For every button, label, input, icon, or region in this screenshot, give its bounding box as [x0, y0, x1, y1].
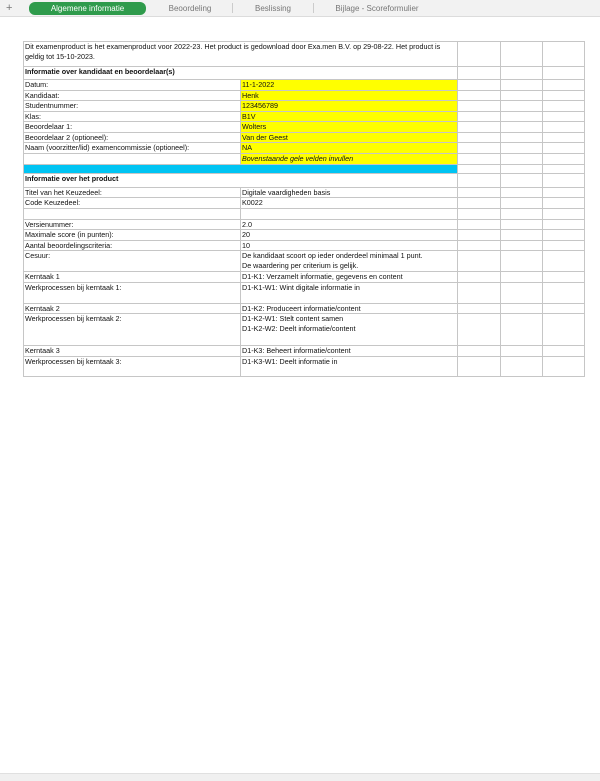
maximale-score-value[interactable]: 20	[241, 230, 458, 241]
empty-cell[interactable]	[458, 42, 501, 67]
empty-cell[interactable]	[501, 251, 543, 272]
werkprocessen3-label[interactable]: Werkprocessen bij kerntaak 3:	[24, 356, 241, 376]
beoordelaar2-label[interactable]: Beoordelaar 2 (optioneel):	[24, 132, 241, 143]
empty-cell[interactable]	[543, 42, 585, 67]
empty-cell[interactable]	[501, 187, 543, 198]
table-row	[24, 122, 585, 133]
empty-cell[interactable]	[543, 80, 585, 91]
code-keuzedeel-label[interactable]: Code Keuzedeel:	[24, 198, 241, 209]
empty-cell[interactable]	[501, 42, 543, 67]
titel-keuzedeel-label[interactable]: Titel van het Keuzedeel:	[24, 187, 241, 198]
empty-cell[interactable]	[501, 208, 543, 219]
cesuur-line-2: De waardering per criterium is gelijk.	[242, 260, 359, 270]
empty-cell[interactable]	[458, 164, 501, 173]
tab-beslissing[interactable]: Beslissing	[254, 4, 291, 13]
empty-cell[interactable]	[458, 173, 501, 187]
kandidaat-value[interactable]: Henk	[241, 90, 458, 101]
empty-cell[interactable]	[543, 251, 585, 272]
empty-cell[interactable]	[501, 153, 543, 164]
empty-cell[interactable]	[543, 153, 585, 164]
empty-cell[interactable]	[458, 272, 501, 283]
studentnummer-label[interactable]: Studentnummer:	[24, 101, 241, 112]
cesuur-value[interactable]	[241, 251, 458, 272]
empty-cell[interactable]	[501, 314, 543, 346]
empty-cell[interactable]	[458, 122, 501, 133]
empty-cell[interactable]	[501, 282, 543, 303]
werkprocessen1-value[interactable]: D1-K1-W1: Wint digitale informatie in	[241, 282, 458, 303]
maximale-score-label[interactable]: Maximale score (in punten):	[24, 230, 241, 241]
empty-cell[interactable]	[501, 303, 543, 314]
empty-cell[interactable]	[543, 356, 585, 376]
tab-divider	[313, 3, 314, 13]
empty-cell[interactable]	[458, 198, 501, 209]
tab-algemene-informatie[interactable]: Algemene informatie	[29, 2, 146, 15]
empty-cell[interactable]	[501, 230, 543, 241]
worksheet-grid	[23, 41, 585, 377]
separator-row	[24, 164, 585, 173]
empty-cell[interactable]	[543, 164, 585, 173]
empty-cell[interactable]	[543, 90, 585, 101]
empty-cell[interactable]	[543, 173, 585, 187]
empty-cell[interactable]	[501, 346, 543, 357]
empty-cell[interactable]	[543, 272, 585, 283]
empty-cell[interactable]	[543, 230, 585, 241]
table-row	[24, 208, 585, 219]
table-row	[24, 198, 585, 209]
examencommissie-label[interactable]: Naam (voorzitter/lid) examencommissie (optioneel):	[24, 143, 241, 154]
empty-cell[interactable]	[458, 90, 501, 101]
empty-cell[interactable]	[458, 80, 501, 91]
werkproces-2-1: D1-K2-W1: Stelt content samen	[242, 314, 344, 323]
versienummer-value[interactable]: 2.0	[241, 219, 458, 230]
empty-cell[interactable]	[24, 208, 241, 219]
empty-cell[interactable]	[458, 143, 501, 154]
titel-keuzedeel-value[interactable]: Digitale vaardigheden basis	[241, 187, 458, 198]
studentnummer-value[interactable]: 123456789	[241, 101, 458, 112]
empty-cell[interactable]	[501, 132, 543, 143]
cesuur-line-1: De kandidaat scoort op ieder onderdeel minimaal 1 punt.	[242, 251, 423, 260]
werkprocessen3-value[interactable]: D1-K3-W1: Deelt informatie in	[241, 356, 458, 376]
beoordelaar1-value[interactable]: Wolters	[241, 122, 458, 133]
table-row	[24, 143, 585, 154]
table-row	[24, 173, 585, 187]
table-row	[24, 42, 585, 67]
table-row	[24, 282, 585, 303]
empty-cell[interactable]	[458, 240, 501, 251]
empty-cell[interactable]	[501, 272, 543, 283]
examencommissie-value[interactable]: NA	[241, 143, 458, 154]
empty-cell[interactable]	[543, 282, 585, 303]
empty-cell[interactable]	[543, 314, 585, 346]
empty-cell[interactable]	[501, 80, 543, 91]
empty-cell[interactable]	[501, 143, 543, 154]
empty-cell[interactable]	[458, 230, 501, 241]
empty-cell[interactable]	[501, 219, 543, 230]
cesuur-label[interactable]: Cesuur:	[24, 251, 241, 272]
werkprocessen1-label[interactable]: Werkprocessen bij kerntaak 1:	[24, 282, 241, 303]
empty-cell[interactable]	[458, 219, 501, 230]
empty-cell[interactable]	[501, 90, 543, 101]
empty-cell[interactable]	[543, 219, 585, 230]
empty-cell[interactable]	[501, 356, 543, 376]
datum-value[interactable]: 11-1-2022	[241, 80, 458, 91]
empty-cell[interactable]	[543, 198, 585, 209]
empty-cell[interactable]	[458, 314, 501, 346]
intro-cell[interactable]: Dit examenproduct is het examenproduct voor 2022-23. Het product is gedownload door Exa.men B.V. op 29-08-22. Het product is geldig tot 15-10-2023.	[24, 42, 458, 67]
kerntaak2-label[interactable]: Kerntaak 2	[24, 303, 241, 314]
table-row	[24, 101, 585, 112]
table-row	[24, 111, 585, 122]
table-row	[24, 67, 585, 80]
empty-cell[interactable]	[458, 208, 501, 219]
empty-cell[interactable]	[458, 282, 501, 303]
table-row	[24, 346, 585, 357]
klas-value[interactable]: B1V	[241, 111, 458, 122]
tab-beoordeling[interactable]: Beoordeling	[168, 4, 212, 13]
empty-cell[interactable]	[458, 153, 501, 164]
empty-cell[interactable]	[24, 153, 241, 164]
table-row	[24, 251, 585, 272]
table-row	[24, 132, 585, 143]
empty-cell[interactable]	[543, 187, 585, 198]
code-keuzedeel-value[interactable]: K0022	[241, 198, 458, 209]
table-row	[24, 219, 585, 230]
sheet-tab-bar	[0, 0, 600, 17]
empty-cell[interactable]	[458, 303, 501, 314]
table-row	[24, 356, 585, 376]
empty-cell[interactable]	[501, 101, 543, 112]
empty-cell[interactable]	[543, 303, 585, 314]
kerntaak1-label[interactable]: Kerntaak 1	[24, 272, 241, 283]
tab-bijlage-scoreformulier[interactable]: Bijlage - Scoreformulier	[335, 4, 419, 13]
kerntaak3-label[interactable]: Kerntaak 3	[24, 346, 241, 357]
empty-cell[interactable]	[501, 240, 543, 251]
werkprocessen2-value[interactable]	[241, 314, 458, 346]
beoordelaar1-label[interactable]: Beoordelaar 1:	[24, 122, 241, 133]
empty-cell[interactable]	[543, 208, 585, 219]
empty-cell[interactable]	[458, 67, 501, 80]
empty-cell[interactable]	[543, 101, 585, 112]
table-row	[24, 80, 585, 91]
beoordelaar2-value[interactable]: Van der Geest	[241, 132, 458, 143]
empty-cell[interactable]	[543, 111, 585, 122]
beoordelingscriteria-value[interactable]: 10	[241, 240, 458, 251]
empty-cell[interactable]	[543, 346, 585, 357]
table-row	[24, 230, 585, 241]
empty-cell[interactable]	[543, 67, 585, 80]
tab-divider	[232, 3, 233, 13]
datum-label[interactable]: Datum:	[24, 80, 241, 91]
empty-cell[interactable]	[458, 101, 501, 112]
beoordelingscriteria-label[interactable]: Aantal beoordelingscriteria:	[24, 240, 241, 251]
table-row	[24, 240, 585, 251]
yellow-fields-note[interactable]: Bovenstaande gele velden invullen	[241, 153, 458, 164]
empty-cell[interactable]	[543, 143, 585, 154]
cyan-separator-bar[interactable]	[24, 164, 458, 173]
table-row	[24, 187, 585, 198]
klas-label[interactable]: Klas:	[24, 111, 241, 122]
table-row	[24, 272, 585, 283]
empty-cell[interactable]	[501, 111, 543, 122]
empty-cell[interactable]	[458, 251, 501, 272]
empty-cell[interactable]	[458, 356, 501, 376]
versienummer-label[interactable]: Versienummer:	[24, 219, 241, 230]
werkprocessen2-label[interactable]: Werkprocessen bij kerntaak 2:	[24, 314, 241, 346]
empty-cell[interactable]	[458, 132, 501, 143]
table-row	[24, 153, 585, 164]
kerntaak1-value[interactable]: D1-K1: Verzamelt informatie, gegevens en content	[241, 272, 458, 283]
empty-cell[interactable]	[241, 208, 458, 219]
product-section-heading[interactable]: Informatie over het product	[24, 173, 458, 187]
table-row	[24, 314, 585, 346]
empty-cell[interactable]	[458, 111, 501, 122]
werkproces-2-2: D1-K2-W2: Deelt informatie/content	[242, 323, 356, 333]
empty-cell[interactable]	[543, 132, 585, 143]
empty-cell[interactable]	[501, 164, 543, 173]
kandidaat-section-heading[interactable]: Informatie over kandidaat en beoordelaar(s)	[24, 67, 458, 80]
kerntaak2-value[interactable]: D1-K2: Produceert informatie/content	[241, 303, 458, 314]
kandidaat-label[interactable]: Kandidaat:	[24, 90, 241, 101]
empty-cell[interactable]	[543, 122, 585, 133]
empty-cell[interactable]	[458, 346, 501, 357]
empty-cell[interactable]	[458, 187, 501, 198]
table-row	[24, 90, 585, 101]
table-row	[24, 303, 585, 314]
empty-cell[interactable]	[501, 173, 543, 187]
empty-cell[interactable]	[501, 67, 543, 80]
empty-cell[interactable]	[543, 240, 585, 251]
empty-cell[interactable]	[501, 122, 543, 133]
add-sheet-icon[interactable]: +	[6, 2, 13, 14]
empty-cell[interactable]	[501, 198, 543, 209]
kerntaak3-value[interactable]: D1-K3: Beheert informatie/content	[241, 346, 458, 357]
